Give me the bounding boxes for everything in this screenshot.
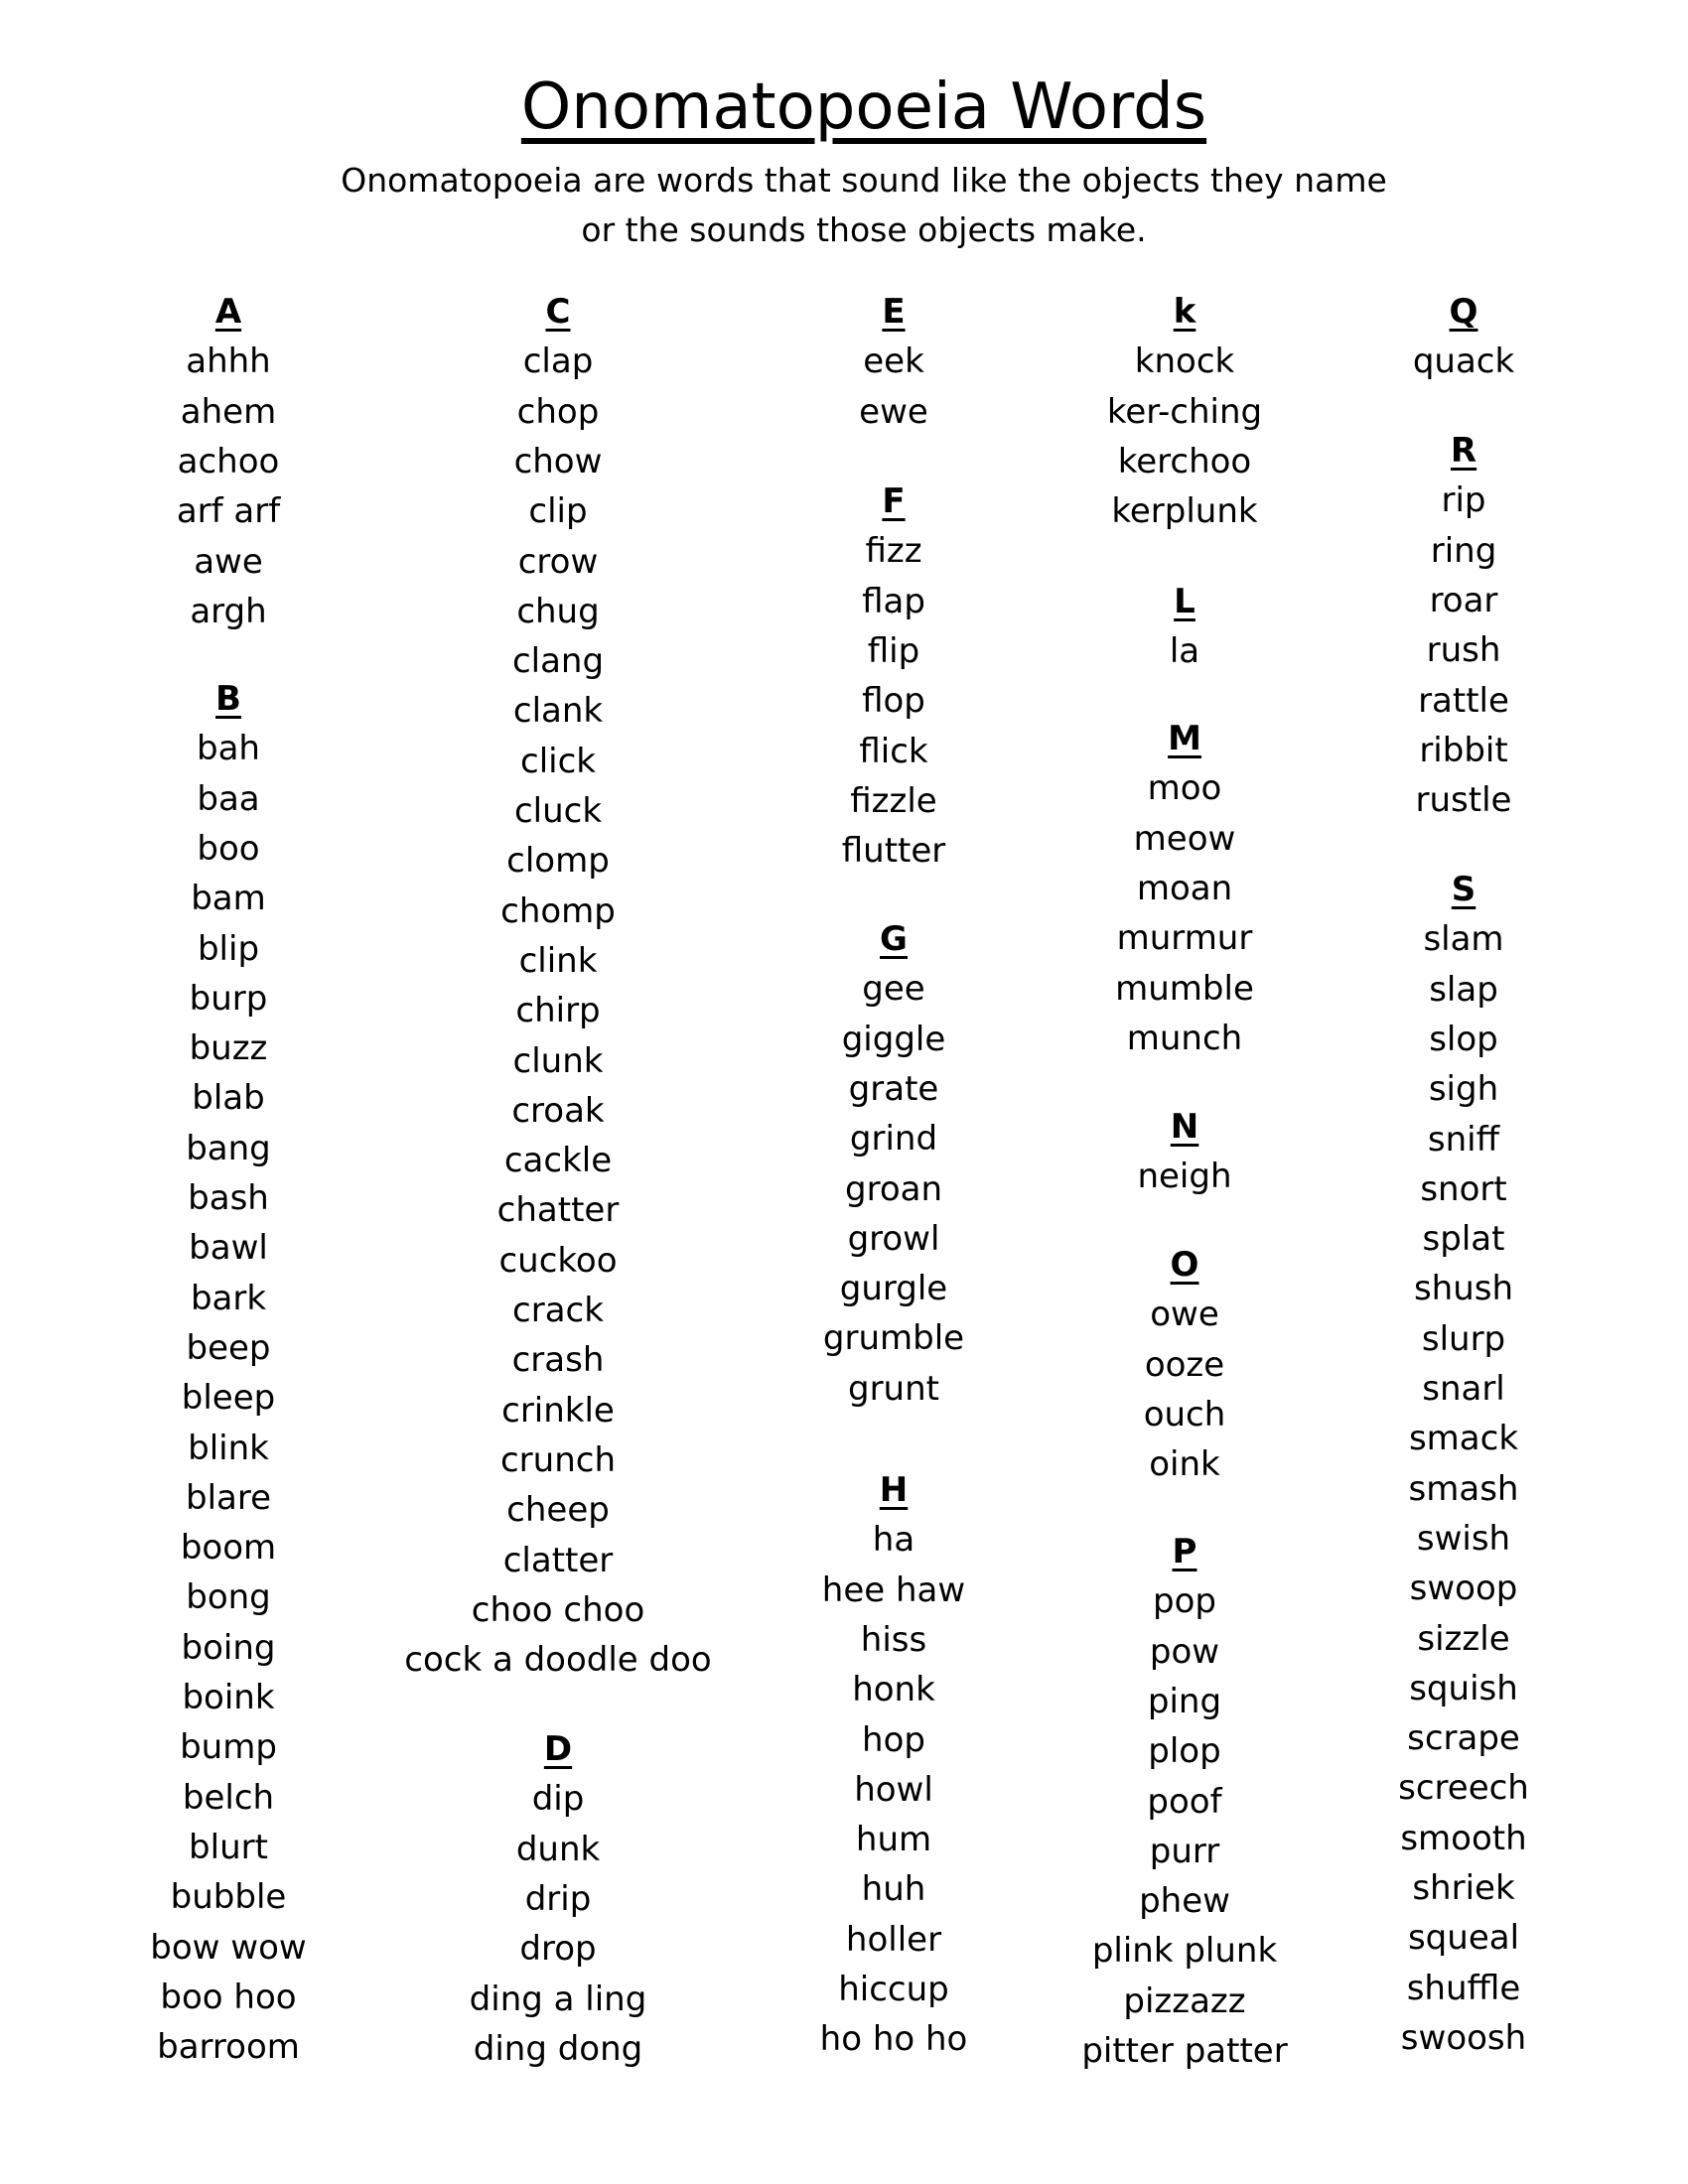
section-letter: R xyxy=(1450,431,1477,471)
word-item: bump xyxy=(180,1727,277,1768)
section-letter: D xyxy=(543,1729,573,1769)
word-item: flap xyxy=(862,581,925,621)
word-item: la xyxy=(1169,631,1200,672)
word-item: purr xyxy=(1149,1831,1220,1871)
word-item: bawl xyxy=(189,1228,268,1269)
word-item: arf arf xyxy=(176,491,281,532)
word-item: dunk xyxy=(515,1829,601,1869)
word-item: ho ho ho xyxy=(819,2019,968,2060)
word-item: smack xyxy=(1408,1419,1519,1459)
word-item: bang xyxy=(186,1128,271,1168)
word-item: barroom xyxy=(157,2027,300,2068)
word-item: argh xyxy=(190,591,267,631)
word-item: cock a doodle doo xyxy=(404,1640,712,1681)
page-title-text: Onomatopoeia Words xyxy=(520,70,1207,144)
word-item: fizz xyxy=(865,531,922,572)
word-item: pitter patter xyxy=(1081,2031,1288,2071)
word-item: scrape xyxy=(1407,1718,1520,1759)
word-item: cackle xyxy=(503,1141,613,1181)
word-item: slurp xyxy=(1421,1318,1506,1359)
section-letter: P xyxy=(1172,1532,1197,1571)
word-item: ding a ling xyxy=(469,1979,647,2019)
word-item: drop xyxy=(519,1929,597,1970)
word-item: huh xyxy=(861,1869,926,1910)
word-item: honk xyxy=(852,1670,935,1710)
section-letter: N xyxy=(1170,1107,1199,1147)
word-item: blurt xyxy=(189,1827,268,1867)
word-item: belch xyxy=(182,1777,275,1818)
word-item: clank xyxy=(512,691,604,732)
word-item: click xyxy=(520,741,596,781)
word-item: slam xyxy=(1423,919,1504,960)
word-item: squeal xyxy=(1407,1918,1520,1959)
word-item: chomp xyxy=(500,890,616,931)
word-item: bam xyxy=(191,879,266,919)
word-item: crack xyxy=(512,1291,604,1330)
word-item: ahem xyxy=(180,391,277,432)
word-item: swoosh xyxy=(1400,2017,1527,2058)
word-item: hiss xyxy=(860,1619,927,1660)
word-item: flip xyxy=(867,630,920,671)
word-item: shuffle xyxy=(1406,1968,1521,2008)
word-item: plink plunk xyxy=(1091,1931,1278,1972)
word-item: swish xyxy=(1416,1518,1511,1559)
word-item: grunt xyxy=(848,1368,939,1409)
section-letter: C xyxy=(545,292,571,332)
word-item: rip xyxy=(1441,480,1486,521)
word-item: plop xyxy=(1148,1731,1221,1772)
section-letter: Q xyxy=(1449,292,1478,332)
word-item: knock xyxy=(1134,341,1235,382)
section-letter: B xyxy=(215,679,241,719)
word-item: blare xyxy=(185,1477,271,1518)
word-item: ding dong xyxy=(473,2028,643,2069)
word-item: splat xyxy=(1422,1219,1505,1260)
word-item: slop xyxy=(1429,1019,1498,1059)
word-item: pow xyxy=(1149,1631,1220,1672)
word-item: eek xyxy=(863,341,924,382)
word-item: slap xyxy=(1429,969,1498,1010)
word-item: roar xyxy=(1429,580,1498,620)
word-item: bubble xyxy=(170,1877,287,1918)
word-item: chow xyxy=(513,441,603,481)
word-item: groan xyxy=(845,1168,942,1209)
word-item: mumble xyxy=(1115,968,1254,1009)
section-letter: M xyxy=(1168,719,1201,758)
word-item: rush xyxy=(1426,630,1501,671)
word-item: quack xyxy=(1412,341,1515,382)
word-item: ring xyxy=(1430,530,1497,571)
word-item: snort xyxy=(1420,1168,1507,1209)
word-item: blink xyxy=(188,1428,269,1468)
word-item: snarl xyxy=(1422,1369,1505,1409)
word-item: cluck xyxy=(513,791,603,831)
word-item: bash xyxy=(188,1178,269,1218)
word-item: flop xyxy=(862,681,925,722)
word-item: clap xyxy=(522,341,594,382)
word-item: clunk xyxy=(512,1040,604,1081)
word-item: boo hoo xyxy=(160,1977,297,2017)
word-item: ha xyxy=(872,1520,915,1561)
section-letter: E xyxy=(882,292,906,332)
word-item: hee haw xyxy=(821,1570,966,1610)
word-item: clink xyxy=(518,940,598,981)
word-item: crinkle xyxy=(501,1390,615,1431)
word-item: crunch xyxy=(499,1439,616,1480)
word-item: neigh xyxy=(1137,1157,1232,1197)
word-item: achoo xyxy=(177,441,280,481)
word-item: buzz xyxy=(189,1028,268,1069)
word-item: cheep xyxy=(506,1490,610,1531)
word-item: growl xyxy=(847,1218,940,1259)
word-item: beep xyxy=(186,1327,271,1368)
word-item: swoop xyxy=(1409,1569,1518,1609)
word-item: phew xyxy=(1139,1881,1230,1922)
word-item: moo xyxy=(1147,768,1222,809)
word-item: screech xyxy=(1398,1768,1529,1809)
word-item: chop xyxy=(516,391,600,432)
word-item: fizzle xyxy=(850,780,937,821)
word-item: pizzazz xyxy=(1123,1980,1246,2021)
word-item: grind xyxy=(849,1119,938,1160)
word-item: gurgle xyxy=(839,1269,948,1309)
word-column-1 xyxy=(50,0,407,2184)
word-item: clang xyxy=(511,641,605,682)
word-column-5 xyxy=(1285,0,1642,2184)
word-item: sniff xyxy=(1427,1119,1500,1160)
word-item: bong xyxy=(186,1577,271,1618)
word-item: bleep xyxy=(181,1378,276,1419)
subtitle-line-1: Onomatopoeia are words that sound like the objects they name xyxy=(341,161,1387,200)
word-item: clomp xyxy=(506,841,610,882)
word-item: burp xyxy=(189,978,268,1019)
word-item: meow xyxy=(1133,818,1236,859)
word-item: smash xyxy=(1408,1468,1519,1509)
word-item: pop xyxy=(1153,1581,1216,1622)
word-item: bow wow xyxy=(150,1927,307,1968)
word-item: dip xyxy=(531,1779,585,1820)
word-item: squish xyxy=(1409,1668,1518,1708)
section-header-a xyxy=(50,287,407,337)
section-header-s xyxy=(1285,865,1642,914)
section-letter: A xyxy=(214,292,242,332)
word-item: moan xyxy=(1136,868,1233,908)
word-item: grate xyxy=(848,1068,939,1109)
word-item: boo xyxy=(197,828,260,869)
word-item: chug xyxy=(516,591,600,631)
word-item: ribbit xyxy=(1419,730,1508,770)
word-item: ewe xyxy=(859,391,928,432)
word-item: drip xyxy=(524,1878,592,1919)
word-item: ouch xyxy=(1143,1394,1226,1434)
word-item: boom xyxy=(180,1528,277,1569)
word-item: flutter xyxy=(841,831,946,872)
word-item: holler xyxy=(845,1919,942,1960)
word-item: munch xyxy=(1126,1018,1243,1058)
word-item: ping xyxy=(1147,1681,1222,1721)
word-item: bah xyxy=(197,729,260,769)
word-item: owe xyxy=(1150,1295,1219,1335)
word-item: ooze xyxy=(1144,1344,1225,1385)
section-letter: S xyxy=(1451,870,1477,909)
word-item: howl xyxy=(854,1769,933,1810)
word-item: choo choo xyxy=(471,1589,645,1630)
word-item: ahhh xyxy=(186,341,271,382)
word-item: bark xyxy=(190,1278,267,1318)
section-header-q xyxy=(1285,287,1642,337)
section-letter: F xyxy=(882,481,906,521)
word-item: blip xyxy=(197,928,260,969)
word-item: ker-ching xyxy=(1106,391,1263,432)
section-header-c xyxy=(379,287,737,337)
word-item: oink xyxy=(1149,1444,1220,1485)
word-item: poof xyxy=(1147,1781,1222,1822)
word-item: awe xyxy=(194,541,263,582)
word-item: sigh xyxy=(1428,1069,1499,1110)
word-item: boink xyxy=(182,1678,275,1717)
subtitle-line-2: or the sounds those objects make. xyxy=(581,210,1147,249)
word-item: blab xyxy=(192,1078,265,1119)
word-item: crow xyxy=(517,541,599,582)
word-item: chirp xyxy=(515,991,601,1031)
word-item: baa xyxy=(197,778,260,819)
word-item: rustle xyxy=(1415,780,1512,821)
word-item: clip xyxy=(528,491,588,532)
word-item: cuckoo xyxy=(498,1240,618,1281)
section-letter: H xyxy=(879,1470,909,1510)
word-item: hop xyxy=(862,1719,925,1760)
word-item: shriek xyxy=(1412,1868,1515,1908)
section-letter: k xyxy=(1173,292,1196,332)
word-item: rattle xyxy=(1418,680,1509,721)
word-item: giggle xyxy=(841,1019,946,1059)
word-item: chatter xyxy=(496,1190,620,1231)
word-item: flick xyxy=(859,731,928,771)
word-item: kerchoo xyxy=(1117,441,1252,481)
word-item: grumble xyxy=(822,1318,965,1359)
section-header-r xyxy=(1285,426,1642,476)
word-item: sizzle xyxy=(1417,1618,1510,1659)
word-item: gee xyxy=(862,969,925,1010)
section-header-d xyxy=(379,1724,737,1774)
word-item: murmur xyxy=(1116,918,1253,959)
word-item: boing xyxy=(181,1627,276,1668)
word-item: smooth xyxy=(1400,1818,1527,1858)
word-item: hum xyxy=(855,1820,932,1860)
word-column-2 xyxy=(379,0,737,2184)
word-item: clatter xyxy=(502,1540,614,1580)
section-letter: O xyxy=(1170,1245,1199,1285)
word-item: croak xyxy=(511,1090,605,1131)
word-item: shush xyxy=(1413,1269,1514,1309)
word-item: kerplunk xyxy=(1111,491,1258,532)
section-header-b xyxy=(50,674,407,724)
section-letter: G xyxy=(880,919,908,959)
word-item: crash xyxy=(511,1340,605,1381)
section-letter: L xyxy=(1174,582,1196,621)
word-item: hiccup xyxy=(838,1970,949,2009)
